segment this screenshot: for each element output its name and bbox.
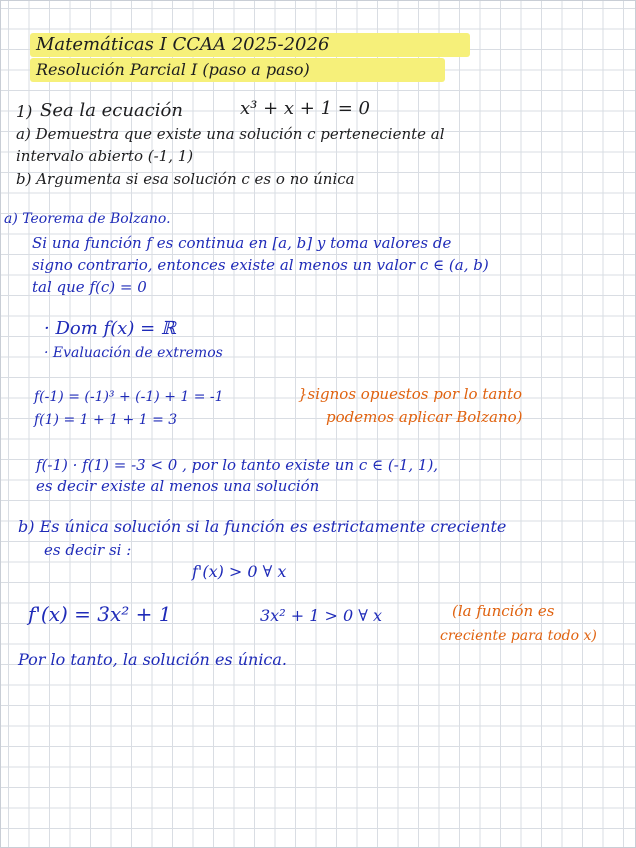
bolzano-note-line-2: podemos aplicar Bolzano) [326,408,523,426]
problem-statement-prefix: Sea la ecuación [40,100,183,121]
bolzano-note-line-1: }signos opuestos por lo tanto [298,385,523,403]
problem-number: 1) [16,102,33,121]
bullet-domain: · Dom f(x) = ℝ [44,318,176,339]
conclusion-line-2: es decir existe al menos una solución [36,477,320,495]
theorem-line-1: Si una función f es continua en [a, b] y toma valores de [32,234,452,252]
bullet-evaluation: · Evaluación de extremos [44,345,223,361]
conclusion-line-1: f(-1) · f(1) = -3 < 0 , por lo tanto existe un c ∈ (-1, 1), [36,456,439,474]
increasing-note-line-2: creciente para todo x) [440,628,597,644]
positivity-inequality: 3x² + 1 > 0 ∀ x [260,606,382,625]
problem-part-a: a) Demuestra que existe una solución c perteneciente al [16,125,445,143]
problem-part-b: b) Argumenta si esa solución c es o no única [16,170,355,188]
solution-b-line-1: b) Es única solución si la función es estrictamente creciente [18,517,507,536]
monotonic-condition: f'(x) > 0 ∀ x [192,562,287,581]
evaluation-f-one: f(1) = 1 + 1 + 1 = 3 [34,412,178,428]
theorem-line-3: tal que f(c) = 0 [32,278,147,296]
derivative-expression: f'(x) = 3x² + 1 [28,602,172,626]
problem-part-a-cont: intervalo abierto (-1, 1) [16,147,194,165]
increasing-note-line-1: (la función es [452,602,555,620]
page-subtitle: Resolución Parcial I (paso a paso) [36,60,310,79]
problem-equation: x³ + x + 1 = 0 [240,98,370,119]
final-conclusion: Por lo tanto, la solución es única. [18,650,288,669]
solution-a-heading: a) Teorema de Bolzano. [4,211,171,227]
solution-b-line-2: es decir si : [44,541,132,559]
theorem-line-2: signo contrario, entonces existe al menos un valor c ∈ (a, b) [32,256,489,274]
evaluation-f-minus-one: f(-1) = (-1)³ + (-1) + 1 = -1 [34,389,224,405]
page-title: Matemáticas I CCAA 2025-2026 [36,34,330,55]
